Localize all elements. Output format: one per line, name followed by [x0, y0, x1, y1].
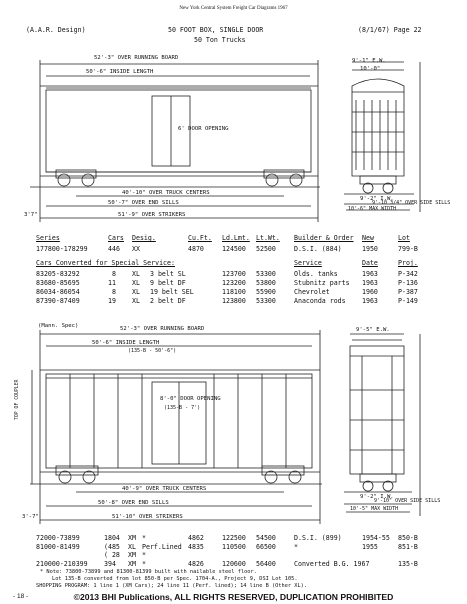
page-number: - 18 - [13, 593, 29, 600]
dim-over-running-board: 52'-3" OVER RUNNING BOARD [94, 55, 179, 61]
document-top-title: New York Central System Freight Car Diagrams 1967 [179, 6, 288, 11]
table-row: 72000-73899 1804 XM * 4862 122500 54500 D.S.I. (899) 1954-55 850-B [36, 534, 418, 542]
dim2-over-strikers: 51'-10" OVER STRIKERS [112, 514, 183, 520]
table-row: 87390-87409 19 XL 2 belt DF 123800 53300 Anaconda rods 1963 P-149 [36, 297, 418, 305]
dim2-end-max-width: 10'-5" MAX WIDTH [350, 506, 399, 512]
page-title: 50 FOOT BOX, SINGLE DOOR [168, 26, 264, 34]
dim-left-mark: 3'7" [24, 212, 38, 218]
dim2-end-iw: 9'-2" I.W. [360, 494, 394, 500]
dim-over-strikers: 51'-9" OVER STRIKERS [118, 212, 186, 218]
table1-subheader-row: Cars Converted for Special Service: Service Date Proj. [36, 259, 418, 267]
note-nailable-floor: * Note: 73800-73899 and 81300-81399 built with nailable steel floor. [40, 569, 257, 575]
note-lot-conversion: Lot 135-B converted from lot 850-B per Spec. 1704-A., Project 9, DSI Lot 105. [52, 576, 298, 582]
table-row: 177800-178299 446 XX 4870 124500 52500 D.S.I. (884) 1950 799-B [36, 245, 418, 253]
dim-over-truck-centers: 40'-10" OVER TRUCK CENTERS [122, 190, 210, 196]
dim-over-end-sills: 50'-7" OVER END SILLS [108, 200, 179, 206]
dim2-inside-length: 50'-6" INSIDE LENGTH [92, 340, 160, 346]
table-row: 83205-83292 8 XL 3 belt SL 123700 53300 Olds. tanks 1963 P-342 [36, 270, 418, 278]
dim2-end-side-sills: 9'-10" OVER SIDE SILLS [374, 498, 441, 504]
dim-end-iw: 9'-2" I.W. [360, 196, 394, 202]
dim-end-side-sills: 9'-10 3/4" OVER SIDE SILLS [372, 200, 451, 206]
dim2-over-end-sills: 50'-8" OVER END SILLS [98, 500, 169, 506]
shopping-program: SHOPPING PROGRAM: 1 line 1 (XM Cars); 24 line 11 (Perf. lined); 14 line B (Other XL). [36, 583, 308, 589]
table-row: 83680-85695 11 XL 9 belt DF 123200 53800 Stubnitz parts 1963 P-136 [36, 279, 418, 287]
dim2-door-sub: (135-B - 7') [164, 405, 201, 411]
drawing2-spec-label: (Mann. Spec) [38, 323, 79, 329]
dim2-top-of-coupler: TOP OF COUPLER [15, 379, 20, 420]
dim2-over-truck-centers: 40'-9" OVER TRUCK CENTERS [122, 486, 207, 492]
dim2-left-mark: 3'-7" [22, 514, 39, 520]
dim-end-max-width: 10'-6" MAX WIDTH [348, 206, 397, 212]
page-date-number: (8/1/67) Page 22 [358, 26, 422, 34]
dim-end-top: 10'-0" [360, 66, 381, 72]
design-label: (A.A.R. Design) [26, 26, 86, 34]
table-row: 210000-210399 394 XM * 4826 120600 56400 Converted B.G. 1967 135-B [36, 560, 418, 568]
page-subtitle: 50 Ton Trucks [194, 36, 246, 44]
table-row: 81000-81499 (485 XL Perf.Lined 4835 110500 66500 * 1955 851-B [36, 543, 418, 551]
dim2-door-opening: 8'-0" DOOR OPENING [160, 396, 221, 402]
dim-inside-length: 50'-6" INSIDE LENGTH [86, 69, 154, 75]
dim2-end-ew: 9'-5" E.W. [356, 327, 390, 333]
table1-header-row: Series Cars Desig. Cu.Ft. Ld.Lmt. Lt.Wt. Builder & Order New Lot [36, 234, 410, 242]
dim2-inside-length-sub: (135-B - 50'-6") [128, 348, 177, 354]
dim2-over-running-board: 52'-3" OVER RUNNING BOARD [120, 326, 205, 332]
table-row: ( 28 XM * [104, 551, 146, 559]
dim-end-ew: 9'-1" E.W. [352, 58, 386, 64]
dim-door-opening: 6' DOOR OPENING [178, 126, 229, 132]
table-row: 86034-86054 8 XL 19 belt SEL 118100 55900 Chevrolet 1960 P-387 [36, 288, 418, 296]
copyright-notice: ©2013 BHI Publications, ALL RIGHTS RESERVED, DUPLICATION PROHIBITED [73, 592, 394, 602]
